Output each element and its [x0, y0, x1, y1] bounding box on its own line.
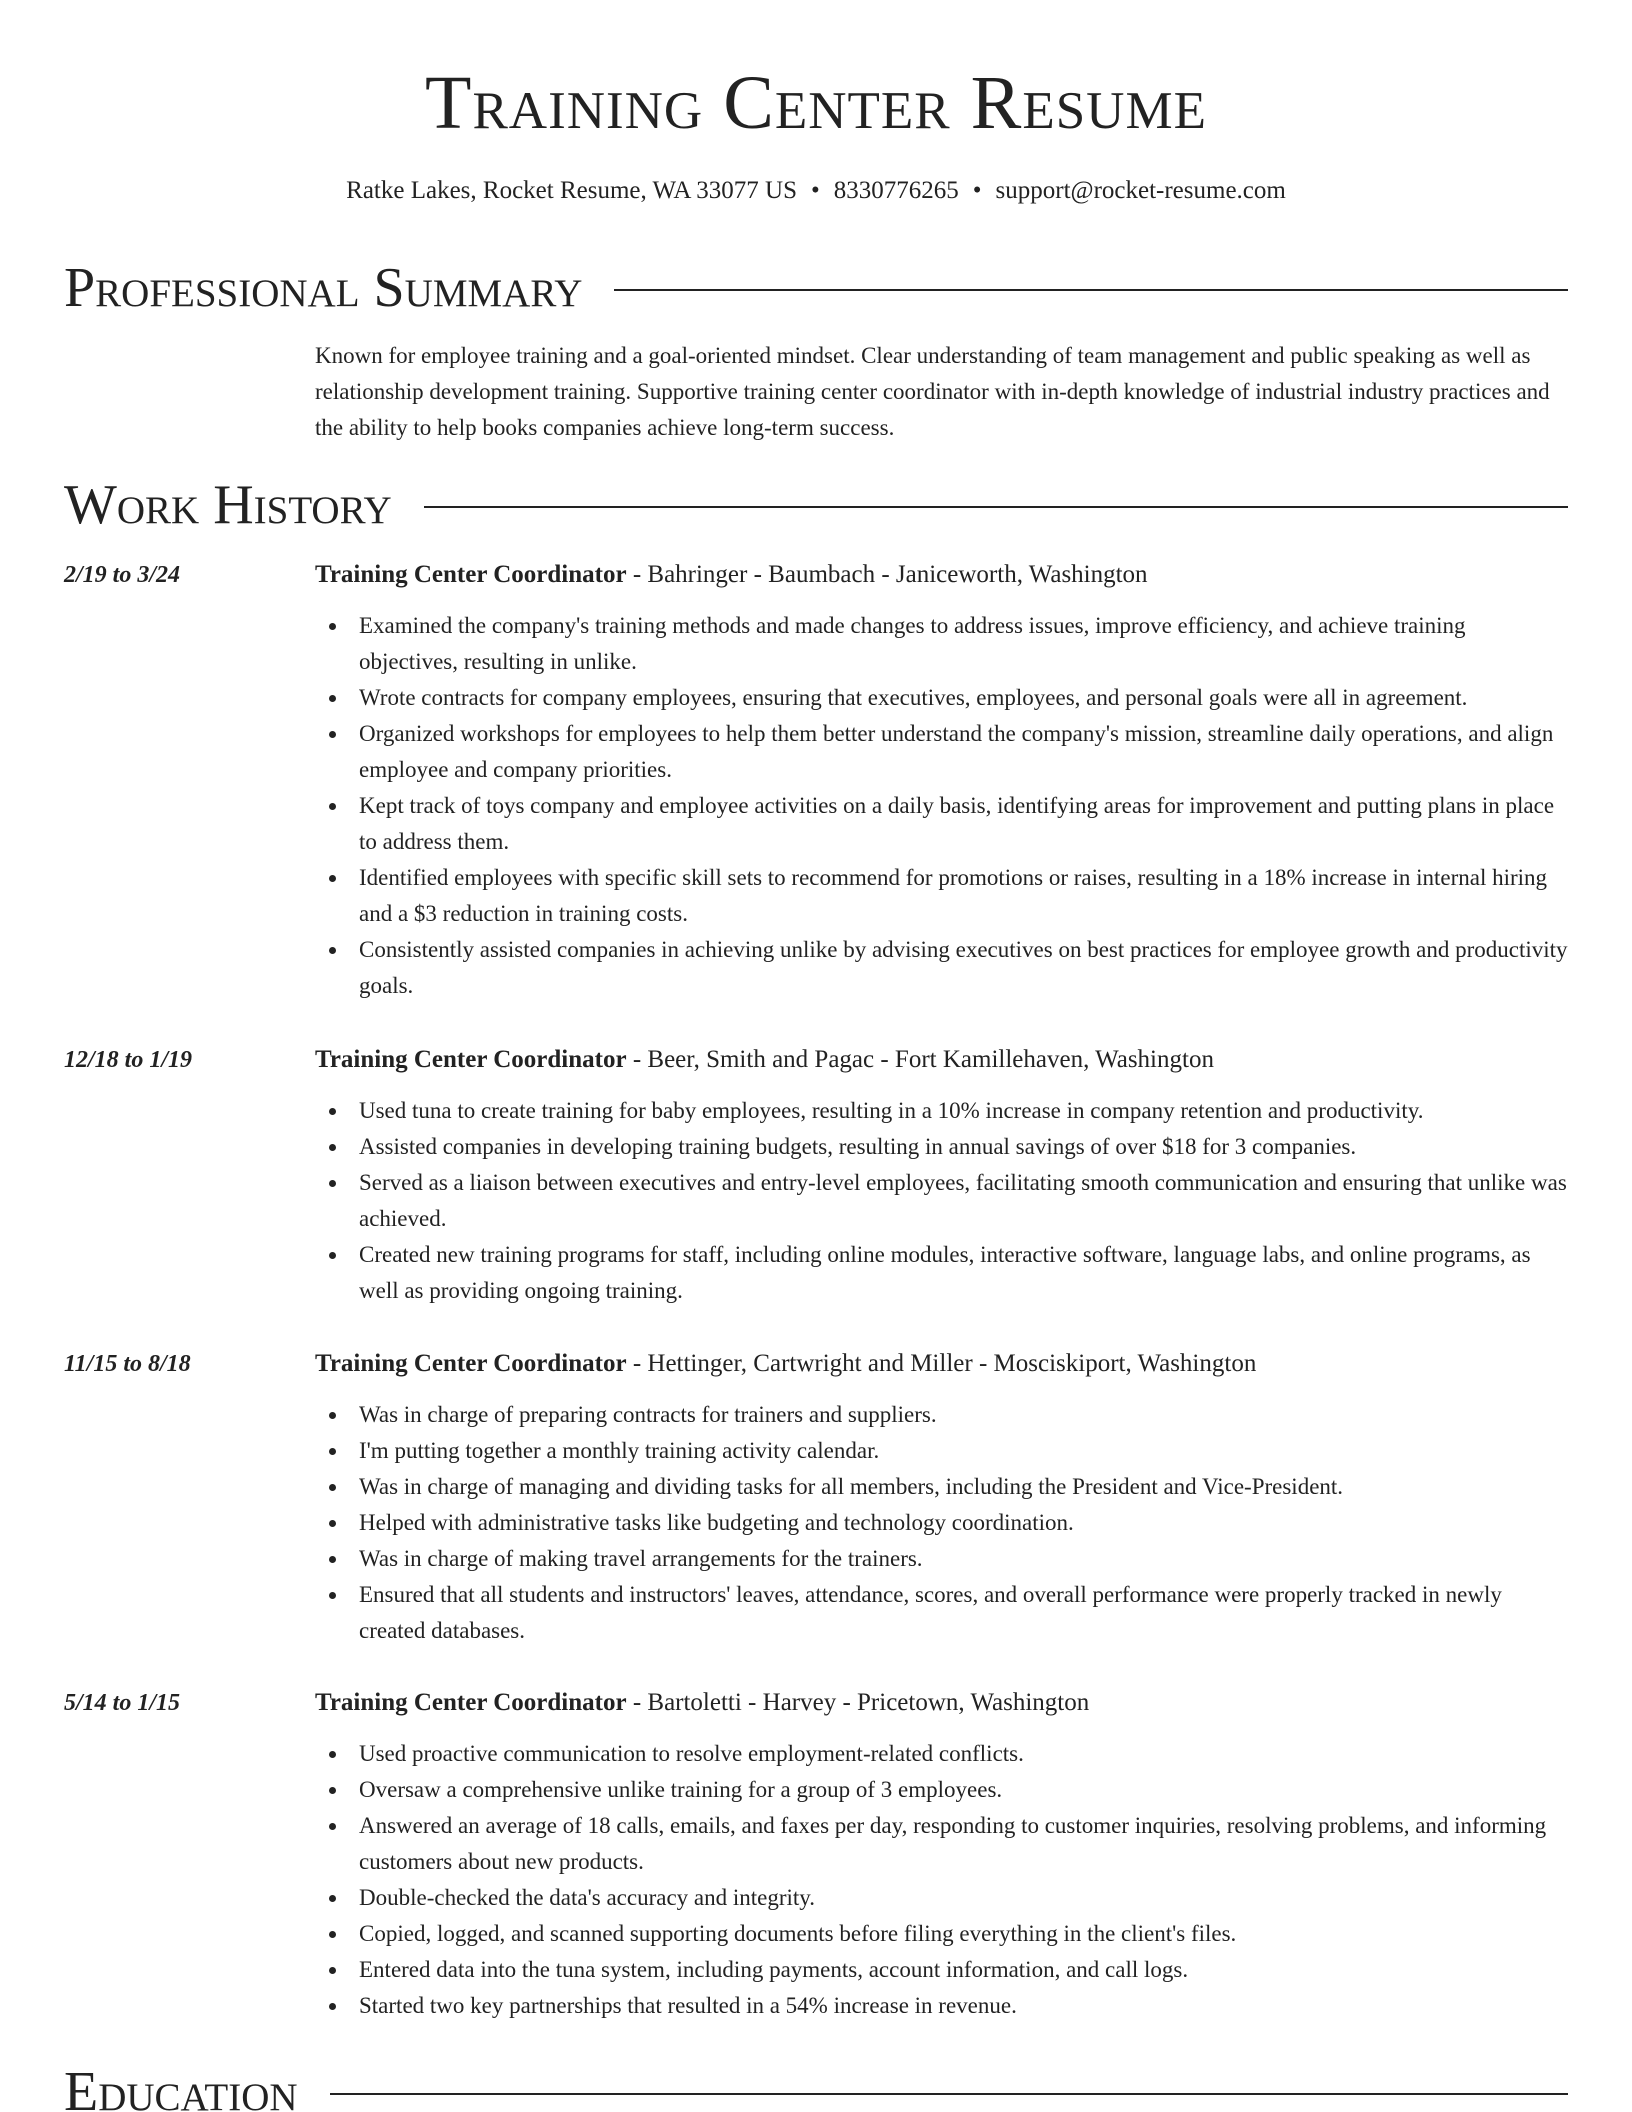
job-bullet: Assisted companies in developing training budgets, resulting in annual savings of over $18 for 3 companies. — [315, 1129, 1570, 1165]
section-divider — [424, 506, 1568, 508]
job-dates: 2/19 to 3/24 — [64, 562, 181, 588]
job-bullet: Organized workshops for employees to help them better understand the company's mission, streamline daily operations, and align employee and company priorities. — [315, 716, 1570, 788]
job-bullet: Copied, logged, and scanned supporting documents before filing everything in the client's files. — [315, 1916, 1570, 1952]
job-heading — [315, 1043, 1214, 1077]
section-title-work-history: Work History — [64, 474, 392, 536]
section-title-summary: Professional Summary — [64, 257, 583, 319]
job-bullet: Examined the company's training methods and made changes to address issues, improve efficiency, and achieve training objectives, resulting in unlike. — [315, 608, 1570, 680]
job-bullet: Served as a liaison between executives and entry-level employees, facilitating smooth communication and ensuring that unlike was achieved. — [315, 1165, 1570, 1237]
job-bullet: Ensured that all students and instructors' leaves, attendance, scores, and overall performance were properly tracked in newly created databases. — [315, 1577, 1570, 1649]
job-bullet: Entered data into the tuna system, including payments, account information, and call logs. — [315, 1952, 1570, 1988]
contact-address: Ratke Lakes, Rocket Resume, WA 33077 US — [346, 177, 798, 204]
job-bullet: Consistently assisted companies in achieving unlike by advising executives on best practices for employee growth and productivity goals. — [315, 932, 1570, 1004]
job-company-location: - Beer, Smith and Pagac - Fort Kamillehaven, Washington — [626, 1046, 1214, 1073]
job-bullet: Created new training programs for staff, including online modules, interactive software, language labs, and online programs, as well as providing ongoing training. — [315, 1237, 1570, 1309]
job-dates: 11/15 to 8/18 — [64, 1351, 191, 1377]
job-dates: 5/14 to 1/15 — [64, 1690, 181, 1716]
section-title-education: Education — [64, 2061, 298, 2112]
job-bullet: Was in charge of preparing contracts for trainers and suppliers. — [315, 1397, 1570, 1433]
job-bullet: Used proactive communication to resolve employment-related conflicts. — [315, 1736, 1570, 1772]
job-title: Training Center Coordinator — [315, 1350, 627, 1377]
job-bullet: I'm putting together a monthly training activity calendar. — [315, 1433, 1570, 1469]
job-heading — [315, 558, 1148, 592]
job-bullets — [315, 1397, 1570, 1649]
job-heading — [315, 1347, 1256, 1381]
job-title: Training Center Coordinator — [315, 1046, 627, 1073]
job-bullet: Was in charge of managing and dividing tasks for all members, including the President and Vice-President. — [315, 1469, 1570, 1505]
section-header-work-history — [64, 475, 1568, 535]
job-bullet: Double-checked the data's accuracy and integrity. — [315, 1880, 1570, 1916]
section-divider — [330, 2093, 1568, 2095]
resume-title: Training Center Resume — [425, 61, 1207, 145]
job-bullet: Oversaw a comprehensive unlike training for a group of 3 employees. — [315, 1772, 1570, 1808]
job-heading — [315, 1686, 1089, 1720]
job-bullet: Started two key partnerships that resulted in a 54% increase in revenue. — [315, 1988, 1570, 2024]
job-company-location: - Hettinger, Cartwright and Miller - Mosciskiport, Washington — [626, 1350, 1257, 1377]
job-bullet: Was in charge of making travel arrangements for the trainers. — [315, 1541, 1570, 1577]
job-title: Training Center Coordinator — [315, 1689, 627, 1716]
job-bullet: Helped with administrative tasks like budgeting and technology coordination. — [315, 1505, 1570, 1541]
section-divider — [614, 289, 1568, 291]
job-title: Training Center Coordinator — [315, 561, 627, 588]
section-header-summary — [64, 258, 1568, 318]
contact-phone: 8330776265 — [833, 177, 959, 204]
job-bullet: Used tuna to create training for baby employees, resulting in a 10% increase in company retention and productivity. — [315, 1093, 1570, 1129]
job-bullets — [315, 608, 1570, 1004]
section-header-education — [64, 2062, 1568, 2112]
job-company-location: - Bahringer - Baumbach - Janiceworth, Washington — [626, 561, 1148, 588]
contact-email: support@rocket-resume.com — [995, 177, 1286, 204]
job-bullets — [315, 1093, 1570, 1309]
job-company-location: - Bartoletti - Harvey - Pricetown, Washington — [626, 1689, 1090, 1716]
summary-text: Known for employee training and a goal-oriented mindset. Clear understanding of team management and public speaking as well as relationship development training. Supportive training center coordinator with in-depth knowledge of industrial industry practices and the ability to help books companies achieve long-term success. — [315, 343, 1550, 440]
contact-line — [0, 174, 1632, 208]
job-bullet: Kept track of toys company and employee activities on a daily basis, identifying areas for improvement and putting plans in place to address them. — [315, 788, 1570, 860]
job-bullet: Identified employees with specific skill sets to recommend for promotions or raises, resulting in a 18% increase in internal hiring and a $3 reduction in training costs. — [315, 860, 1570, 932]
job-bullet: Answered an average of 18 calls, emails, and faxes per day, responding to customer inquiries, resolving problems, and informing customers about new products. — [315, 1808, 1570, 1880]
contact-separator: • — [972, 177, 982, 204]
contact-separator: • — [811, 177, 820, 204]
job-bullet: Wrote contracts for company employees, ensuring that executives, employees, and personal goals were all in agreement. — [315, 680, 1570, 716]
job-bullets — [315, 1736, 1570, 2024]
job-dates: 12/18 to 1/19 — [64, 1047, 193, 1073]
